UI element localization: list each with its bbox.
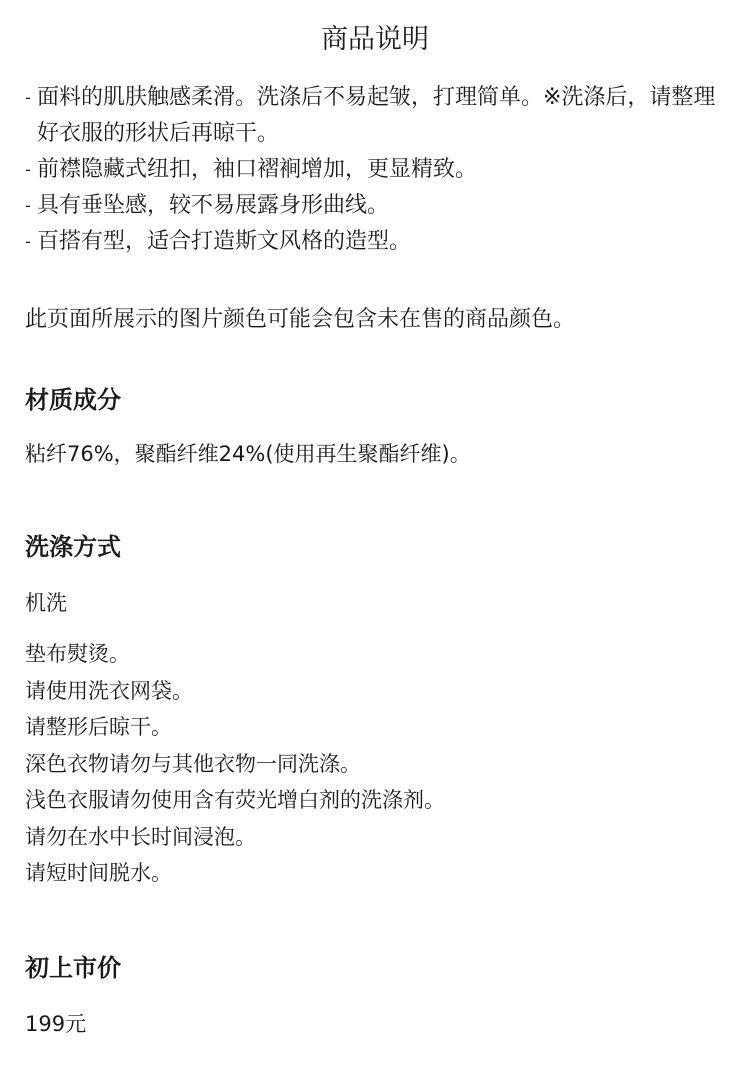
feature-text: 百搭有型，适合打造斯文风格的造型。 [37, 229, 412, 254]
care-instruction: 深色衣物请勿与其他衣物一同洗涤。 [25, 751, 361, 776]
care-instruction: 请整形后晾干。 [25, 715, 172, 739]
care-instructions-list [25, 636, 445, 892]
feature-dash: - [25, 160, 31, 179]
price-heading: 初上市价 [25, 954, 121, 982]
care-instruction: 浅色衣服请勿使用含有荧光增白剂的洗涤剂。 [25, 788, 445, 812]
feature-text: 面料的肌肤触感柔滑。洗涤后不易起皱，打理简单。※洗涤后，请整理好衣服的形状后再晾干。 [37, 85, 716, 146]
feature-text: 前襟隐藏式纽扣，袖口褶裥增加，更显精致。 [37, 157, 478, 182]
feature-dash: - [25, 196, 31, 215]
feature-item [25, 224, 735, 260]
feature-item [25, 152, 735, 188]
price-value: 199元 [25, 1012, 87, 1036]
feature-text: 具有垂坠感，较不易展露身形曲线。 [37, 193, 390, 218]
care-instruction: 请勿在水中长时间浸泡。 [25, 824, 256, 849]
washing-method: 机洗 [25, 591, 67, 615]
care-instruction: 垫布熨烫。 [25, 642, 130, 666]
feature-list [25, 80, 735, 260]
material-text: 粘纤76%，聚酯纤维24%(使用再生聚酯纤维)。 [25, 442, 471, 466]
material-heading: 材质成分 [25, 386, 121, 414]
page-title: 商品说明 [321, 24, 429, 55]
washing-heading: 洗涤方式 [25, 533, 121, 561]
care-instruction: 请使用洗衣网袋。 [25, 678, 193, 703]
feature-item [25, 80, 735, 152]
color-disclaimer: 此页面所展示的图片颜色可能会包含未在售的商品颜色。 [25, 307, 576, 332]
feature-dash: - [25, 88, 31, 107]
feature-item [25, 188, 735, 224]
care-instruction: 请短时间脱水。 [25, 861, 172, 885]
feature-dash: - [25, 232, 31, 251]
